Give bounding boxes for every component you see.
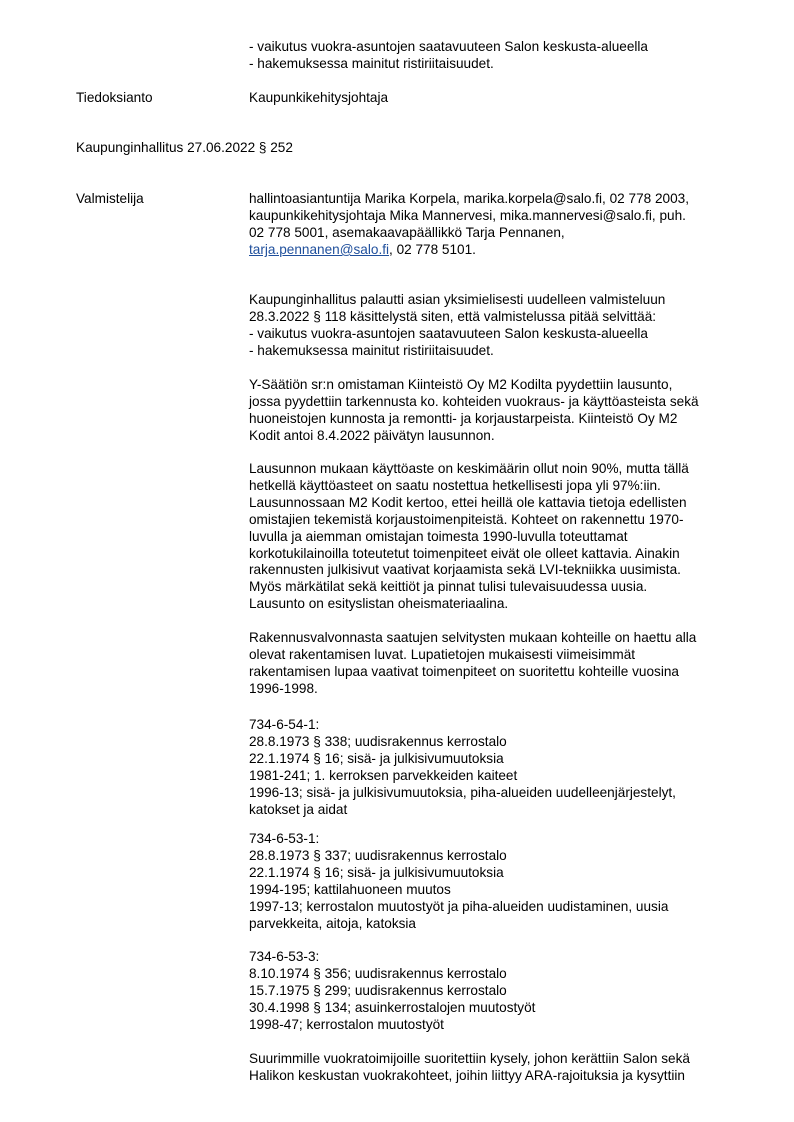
email-link[interactable]: tarja.pennanen@salo.fi: [249, 242, 390, 257]
paragraph-line: 734-6-53-1:: [249, 831, 320, 846]
paragraph-line: 1996-1998.: [249, 681, 318, 696]
paragraph-line: Halikon keskustan vuokrakohteet, joihin liittyy ARA-rajoituksia ja kysyttiin: [249, 1068, 685, 1083]
paragraph-line: korkotukilainoilla toteutetut toimenpiteet eivät ole olleet kattavia. Ainakin: [249, 546, 680, 561]
paragraph-line: 22.1.1974 § 16; sisä- ja julkisivumuutoksia: [249, 865, 504, 880]
paragraph-line: 28.8.1973 § 338; uudisrakennus kerrostalo: [249, 734, 507, 749]
valmistelija-email-line: [249, 241, 476, 258]
valmistelija-line: kaupunkikehitysjohtaja Mika Mannervesi, mika.mannervesi@salo.fi, puh.: [249, 208, 686, 223]
tiedoksianto-label: Tiedoksianto: [76, 90, 153, 105]
paragraph-line: Y-Säätiön sr:n omistaman Kiinteistö Oy M2 Kodilta pyydettiin lausunto,: [249, 377, 673, 392]
paragraph-line: 1981-241; 1. kerroksen parvekkeiden kaiteet: [249, 768, 518, 783]
paragraph-line: Kaupunginhallitus palautti asian yksimielisesti uudelleen valmisteluun: [249, 292, 666, 307]
paragraph-line: Lausunto on esityslistan oheismateriaalina.: [249, 596, 509, 611]
email-suffix: , 02 778 5101.: [389, 242, 476, 257]
paragraph-line: rakennusten julkisivut vaativat korjaamista sekä LVI-tekniikka uusimista.: [249, 562, 681, 577]
paragraph-line: Lausunnon mukaan käyttöaste on keskimäärin ollut noin 90%, mutta tällä: [249, 461, 689, 476]
paragraph-line: - vaikutus vuokra-asuntojen saatavuuteen Salon keskusta-alueella: [249, 326, 648, 341]
paragraph-line: 1994-195; kattilahuoneen muutos: [249, 882, 451, 897]
paragraph-line: 1998-47; kerrostalon muutostyöt: [249, 1017, 444, 1032]
paragraph-line: 22.1.1974 § 16; sisä- ja julkisivumuutoksia: [249, 751, 504, 766]
paragraph-line: katokset ja aidat: [249, 802, 348, 817]
paragraph-line: 28.8.1973 § 337; uudisrakennus kerrostalo: [249, 848, 507, 863]
intro-line: - vaikutus vuokra-asuntojen saatavuuteen Salon keskusta-alueella: [249, 39, 648, 54]
paragraph-line: 28.3.2022 § 118 käsittelystä siten, että valmistelussa pitää selvittää:: [249, 309, 657, 324]
paragraph-line: 734-6-54-1:: [249, 717, 320, 732]
paragraph-line: 1996-13; sisä- ja julkisivumuutoksia, piha-alueiden uudelleenjärjestelyt,: [249, 785, 676, 800]
paragraph-line: 734-6-53-3:: [249, 949, 320, 964]
paragraph-line: rakentamisen lupaa vaativat toimenpiteet on suoritettu kohteille vuosina: [249, 664, 679, 679]
paragraph-line: omistajien tekemistä korjaustoimenpiteistä. Kohteet on rakennettu 1970-: [249, 512, 684, 527]
paragraph-line: 8.10.1974 § 356; uudisrakennus kerrostalo: [249, 966, 507, 981]
paragraph-line: hetkellä käyttöasteet on saatu nostettua hetkellisesti jopa yli 97%:iin.: [249, 478, 661, 493]
valmistelija-label: Valmistelija: [76, 191, 144, 206]
paragraph-line: huoneistojen kunnosta ja remontti- ja korjaustarpeista. Kiinteistö Oy M2: [249, 411, 678, 426]
paragraph-line: 1997-13; kerrostalon muutostyöt ja piha-alueiden uudistaminen, uusia: [249, 899, 669, 914]
intro-line: - hakemuksessa mainitut ristiriitaisuudet.: [249, 56, 494, 71]
paragraph-line: Myös märkätilat sekä keittiöt ja pinnat tulisi tulevaisuudessa uusia.: [249, 579, 648, 594]
paragraph-line: jossa pyydettiin tarkennusta ko. kohteiden vuokraus- ja käyttöasteista sekä: [249, 394, 699, 409]
paragraph-line: 30.4.1998 § 134; asuinkerrostalojen muutostyöt: [249, 1000, 536, 1015]
paragraph-line: - hakemuksessa mainitut ristiriitaisuudet.: [249, 343, 494, 358]
paragraph-line: 15.7.1975 § 299; uudisrakennus kerrostalo: [249, 983, 507, 998]
paragraph-line: Rakennusvalvonnasta saatujen selvitysten mukaan kohteille on haettu alla: [249, 630, 697, 645]
paragraph-line: olevat rakentamisen luvat. Lupatietojen mukaisesti viimeisimmät: [249, 647, 636, 662]
valmistelija-line: 02 778 5001, asemakaavapäällikkö Tarja Pennanen,: [249, 225, 565, 240]
tiedoksianto-value: Kaupunkikehitysjohtaja: [249, 90, 389, 105]
valmistelija-line: hallintoasiantuntija Marika Korpela, marika.korpela@salo.fi, 02 778 2003,: [249, 191, 689, 206]
paragraph-line: parvekkeita, aitoja, katoksia: [249, 916, 416, 931]
paragraph-line: Suurimmille vuokratoimijoille suoritettiin kysely, johon kerättiin Salon sekä: [249, 1051, 690, 1066]
paragraph-line: Lausunnossaan M2 Kodit kertoo, ettei heillä ole kattavia tietoja edellisten: [249, 495, 687, 510]
meeting-heading: Kaupunginhallitus 27.06.2022 § 252: [76, 140, 293, 155]
paragraph-line: Kodit antoi 8.4.2022 päivätyn lausunnon.: [249, 428, 495, 443]
paragraph-line: luvulla ja aiemman omistajan toimesta 1990-luvulla toteuttamat: [249, 529, 628, 544]
